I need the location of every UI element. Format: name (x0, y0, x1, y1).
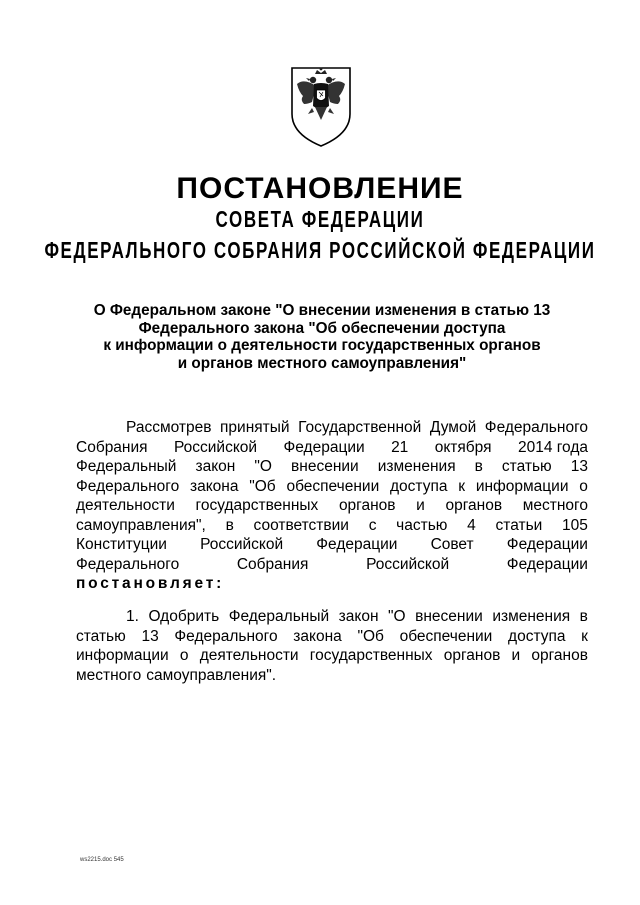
word: частью (396, 516, 448, 534)
word: деятельности (199, 647, 299, 664)
word: и (416, 497, 425, 514)
word: принятый (220, 419, 290, 436)
word: закон (195, 458, 236, 475)
heading-line: к информации о деятельности государственных органов (103, 337, 541, 354)
word: в (225, 516, 234, 534)
word: к (581, 627, 588, 645)
word: Федерального (76, 477, 180, 495)
word: Федеральный (228, 608, 330, 625)
word: закон (338, 608, 379, 625)
word: органов (338, 497, 396, 514)
text-line (76, 418, 588, 438)
word: государственных (309, 647, 433, 664)
word: 4 (467, 516, 476, 534)
text-line (76, 555, 588, 575)
word: "Об (357, 627, 384, 645)
word: Собрания (236, 555, 309, 573)
word: и (511, 647, 521, 664)
word: о (579, 477, 588, 495)
word: Федерации (283, 438, 365, 456)
word: Российской (173, 438, 258, 456)
word: Федерации (316, 536, 398, 553)
word: Федерации (506, 536, 588, 553)
word: обеспечении (286, 477, 380, 495)
word: "О (388, 608, 406, 625)
word: закона (293, 627, 342, 645)
word: статью (76, 627, 126, 645)
word: к (458, 477, 466, 495)
word: информации (76, 647, 169, 664)
text-line (76, 574, 588, 594)
heading-line: Федерального закона "Об обеспечении доступа (138, 319, 506, 337)
word: деятельности (76, 497, 175, 514)
word: Федерального (76, 555, 180, 573)
heading-line: О Федеральном законе "О внесении изменения в статью 13 (93, 302, 551, 319)
word: в (474, 458, 483, 475)
word: обеспечении (399, 627, 493, 645)
word: 2014 года (517, 438, 588, 456)
word: доступа (508, 627, 566, 645)
word: Государственной (298, 419, 422, 436)
word: 13 (570, 458, 588, 475)
word: Думой (429, 419, 477, 436)
word: Федерального (174, 627, 278, 645)
word: соответствии (253, 516, 349, 534)
word: местного (522, 497, 588, 514)
word: с (368, 516, 377, 534)
preamble-paragraph (76, 418, 588, 594)
word: органов (443, 647, 501, 664)
text-line (76, 438, 588, 458)
word: "Об (249, 477, 276, 495)
text-line (76, 666, 588, 686)
word: местного (76, 666, 142, 684)
word: Конституции (76, 536, 167, 553)
word: закона (189, 477, 239, 495)
text-line (76, 516, 588, 536)
word: изменения (377, 458, 456, 475)
word: самоуправления". (146, 666, 277, 684)
clause-1-paragraph (76, 607, 588, 685)
document-title: ПОСТАНОВЛЕНИЕ (176, 172, 464, 205)
word: информации (475, 477, 569, 495)
word: Совет (430, 536, 474, 553)
word: 21 (391, 438, 409, 456)
resolution-heading (80, 302, 564, 372)
word: 1. (126, 608, 139, 625)
text-line (76, 607, 588, 627)
word: в (579, 608, 588, 625)
text-line (76, 496, 588, 516)
word: Федеральный (76, 458, 177, 475)
heading-line: и органов местного самоуправления" (177, 354, 467, 372)
word: Федерации (506, 555, 588, 573)
word: о (179, 647, 189, 664)
word: самоуправления", (76, 516, 206, 534)
word: Рассмотрев (126, 419, 212, 436)
resolves-word: постановляет: (76, 575, 225, 592)
word: внесении (291, 458, 359, 475)
word: органов (531, 647, 588, 664)
word: октября (434, 438, 492, 456)
word: Российской (366, 555, 450, 573)
word: Собрания (76, 438, 148, 456)
word: статью (501, 458, 552, 475)
word: Российской (200, 536, 284, 553)
coat-of-arms-icon (286, 60, 356, 152)
word: изменения (492, 608, 571, 625)
text-line (76, 535, 588, 555)
word: 105 (562, 516, 588, 534)
word: Федерального (484, 419, 588, 436)
text-line (76, 477, 588, 497)
text-line (76, 457, 588, 477)
word: статьи (495, 516, 543, 534)
issuer-line-1: СОВЕТА ФЕДЕРАЦИИ (215, 206, 425, 233)
word: 13 (141, 627, 159, 645)
text-line (76, 627, 588, 647)
word: "О (254, 458, 272, 475)
word: внесении (415, 608, 483, 625)
text-line (76, 646, 588, 666)
word: Одобрить (148, 608, 220, 625)
word: государственных (195, 497, 319, 514)
word: органов (445, 497, 503, 514)
issuer-line-2: ФЕДЕРАЛЬНОГО СОБРАНИЯ РОССИЙСКОЙ ФЕДЕРАЦИИ (44, 237, 596, 264)
word: доступа (390, 477, 448, 495)
file-reference: ws2215.doc 545 (80, 857, 124, 863)
